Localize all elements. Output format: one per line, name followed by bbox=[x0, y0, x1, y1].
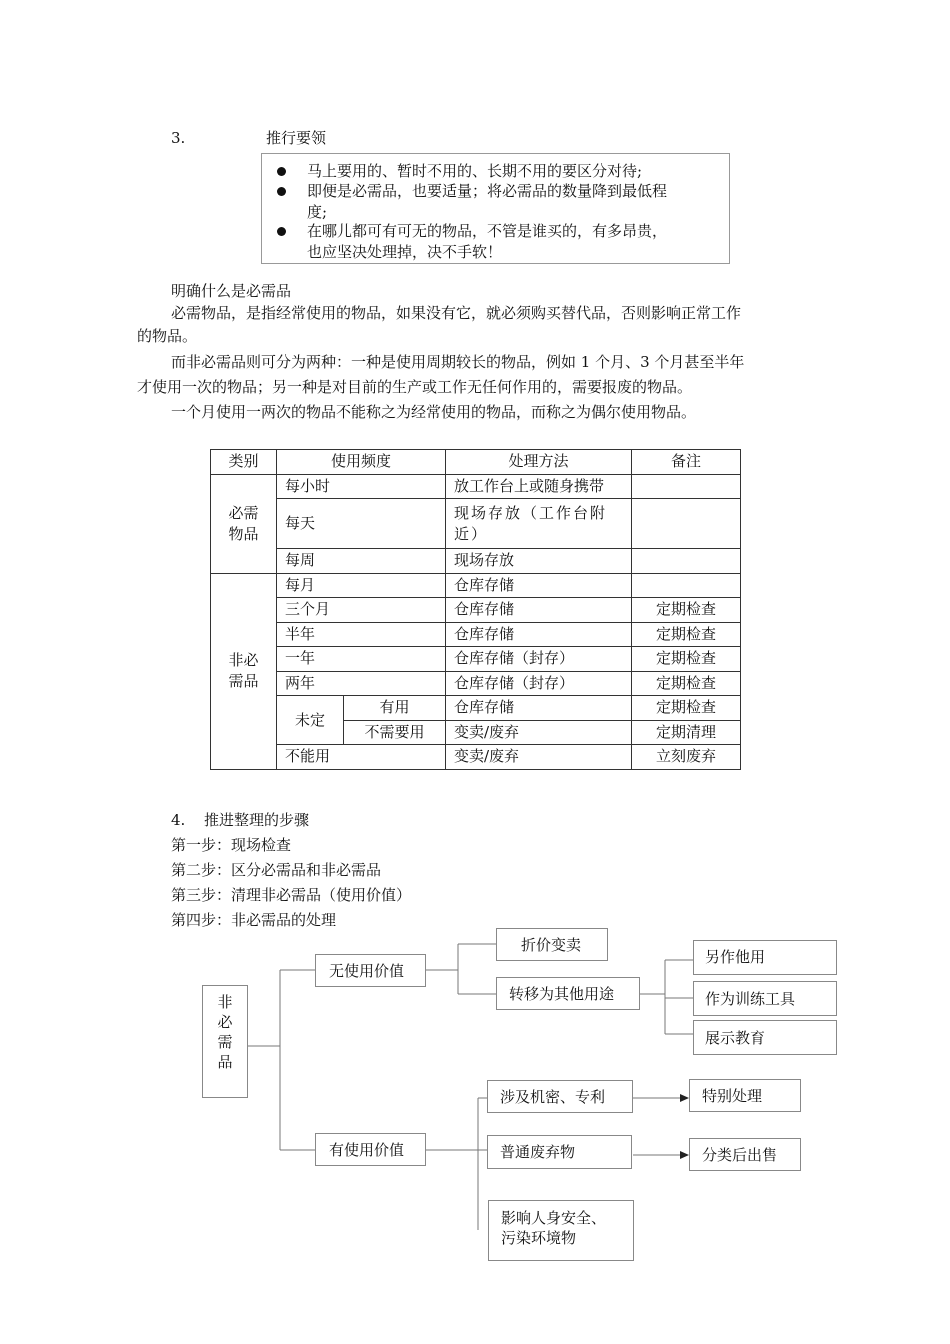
note-cell: 定期检查 bbox=[632, 696, 741, 721]
header-method: 处理方法 bbox=[446, 450, 632, 475]
section4-title: 推进整理的步骤 bbox=[204, 811, 310, 829]
category-unnecessary-l2: 需品 bbox=[228, 672, 259, 690]
method-cell-l1: 现场存放（工作台附 bbox=[454, 503, 608, 522]
root-unnecessary-box bbox=[202, 985, 248, 1098]
paragraph-heading: 明确什么是必需品 bbox=[171, 282, 292, 300]
freq-cell: 三个月 bbox=[277, 598, 446, 623]
hazard-line-1: 影响人身安全、 bbox=[501, 1209, 607, 1227]
bullet-text-3: 在哪儿都可有可无的物品，不管是谁买的，有多昂贵， bbox=[307, 222, 668, 240]
bullet-text-1: 马上要用的、暂时不用的、长期不用的要区分对待; bbox=[307, 162, 643, 180]
freq-cell: 每月 bbox=[277, 573, 446, 598]
secret-patent-box: 涉及机密、专利 bbox=[487, 1080, 633, 1113]
bullet-text-2: 即便是必需品，也要适量；将必需品的数量降到最低程 bbox=[307, 182, 668, 200]
paragraph-unnecessary-2: 才使用一次的物品；另一种是对目前的生产或工作无任何作用的，需要报废的物品。 bbox=[137, 378, 693, 396]
has-value-box: 有使用价值 bbox=[315, 1133, 426, 1166]
step-2: 第二步：区分必需品和非必需品 bbox=[171, 861, 382, 879]
note-cell: 定期检查 bbox=[632, 622, 741, 647]
undetermined-cell: 未定 bbox=[277, 696, 344, 745]
root-char: 非 bbox=[217, 993, 233, 1011]
freq-cell: 每小时 bbox=[277, 474, 446, 499]
no-value-box: 无使用价值 bbox=[315, 954, 426, 987]
root-char: 品 bbox=[217, 1053, 233, 1071]
section3-title: 推行要领 bbox=[266, 129, 327, 147]
category-unnecessary-l1: 非必 bbox=[228, 651, 259, 669]
root-char: 必 bbox=[217, 1013, 233, 1031]
discount-sale-box: 折价变卖 bbox=[496, 928, 608, 961]
arrow-icon bbox=[680, 1094, 689, 1102]
freq-cell: 不需要用 bbox=[344, 720, 446, 745]
note-cell: 立刻废弃 bbox=[632, 745, 741, 770]
freq-cell: 每周 bbox=[277, 549, 446, 574]
header-category: 类别 bbox=[211, 450, 277, 475]
freq-cell: 两年 bbox=[277, 671, 446, 696]
method-cell: 放工作台上或随身携带 bbox=[446, 474, 632, 499]
method-cell: 变卖/废弃 bbox=[446, 720, 632, 745]
note-cell: 定期清理 bbox=[632, 720, 741, 745]
step-3: 第三步：清理非必需品（使用价值） bbox=[171, 886, 412, 904]
arrow-icon bbox=[680, 1151, 689, 1159]
paragraph-necessary-2: 的物品。 bbox=[137, 327, 198, 345]
method-cell: 仓库存储 bbox=[446, 696, 632, 721]
method-cell: 仓库存储 bbox=[446, 598, 632, 623]
category-necessary-l1: 必需 bbox=[228, 503, 259, 522]
bullet-text-2b: 度; bbox=[307, 203, 328, 221]
hazard-box bbox=[488, 1200, 634, 1261]
section3-number: 3. bbox=[171, 129, 186, 147]
sort-sell-box: 分类后出售 bbox=[689, 1138, 801, 1171]
method-cell: 变卖/废弃 bbox=[446, 745, 632, 770]
header-frequency: 使用频度 bbox=[277, 450, 446, 475]
training-tool-box: 作为训练工具 bbox=[693, 981, 837, 1016]
freq-cell: 不能用 bbox=[277, 745, 446, 770]
hazard-line-2: 污染环境物 bbox=[501, 1229, 577, 1247]
root-char: 需 bbox=[217, 1033, 233, 1051]
category-necessary-l2: 物品 bbox=[228, 524, 259, 543]
other-use-box: 另作他用 bbox=[693, 940, 837, 975]
freq-cell: 每天 bbox=[277, 499, 446, 549]
paragraph-necessary-1: 必需物品，是指经常使用的物品，如果没有它，就必须购买替代品，否则影响正常工作 bbox=[171, 304, 742, 322]
header-note: 备注 bbox=[632, 450, 741, 475]
freq-cell: 半年 bbox=[277, 622, 446, 647]
display-edu-box: 展示教育 bbox=[693, 1020, 837, 1055]
bullet-text-3b: 也应坚决处理掉，决不手软！ bbox=[307, 243, 503, 261]
method-cell: 仓库存储 bbox=[446, 622, 632, 647]
paragraph-occasional: 一个月使用一两次的物品不能称之为经常使用的物品，而称之为偶尔使用物品。 bbox=[171, 403, 697, 421]
method-cell-l2: 近） bbox=[454, 524, 489, 543]
note-cell: 定期检查 bbox=[632, 598, 741, 623]
special-handling-box: 特别处理 bbox=[689, 1079, 801, 1112]
section4-number: 4. bbox=[171, 811, 186, 829]
method-cell: 仓库存储（封存） bbox=[446, 671, 632, 696]
method-cell: 仓库存储 bbox=[446, 573, 632, 598]
note-cell: 定期检查 bbox=[632, 671, 741, 696]
method-cell: 现场存放 bbox=[446, 549, 632, 574]
paragraph-unnecessary-1: 而非必需品则可分为两种：一种是使用周期较长的物品，例如 1 个月、3 个月甚至半年 bbox=[171, 353, 745, 371]
transfer-box: 转移为其他用途 bbox=[496, 977, 640, 1010]
freq-cell: 有用 bbox=[344, 696, 446, 721]
note-cell: 定期检查 bbox=[632, 647, 741, 672]
general-waste-box: 普通废弃物 bbox=[487, 1135, 632, 1169]
method-cell: 仓库存储（封存） bbox=[446, 647, 632, 672]
freq-cell: 一年 bbox=[277, 647, 446, 672]
step-1: 第一步：现场检查 bbox=[171, 836, 292, 854]
step-4: 第四步：非必需品的处理 bbox=[171, 911, 337, 929]
